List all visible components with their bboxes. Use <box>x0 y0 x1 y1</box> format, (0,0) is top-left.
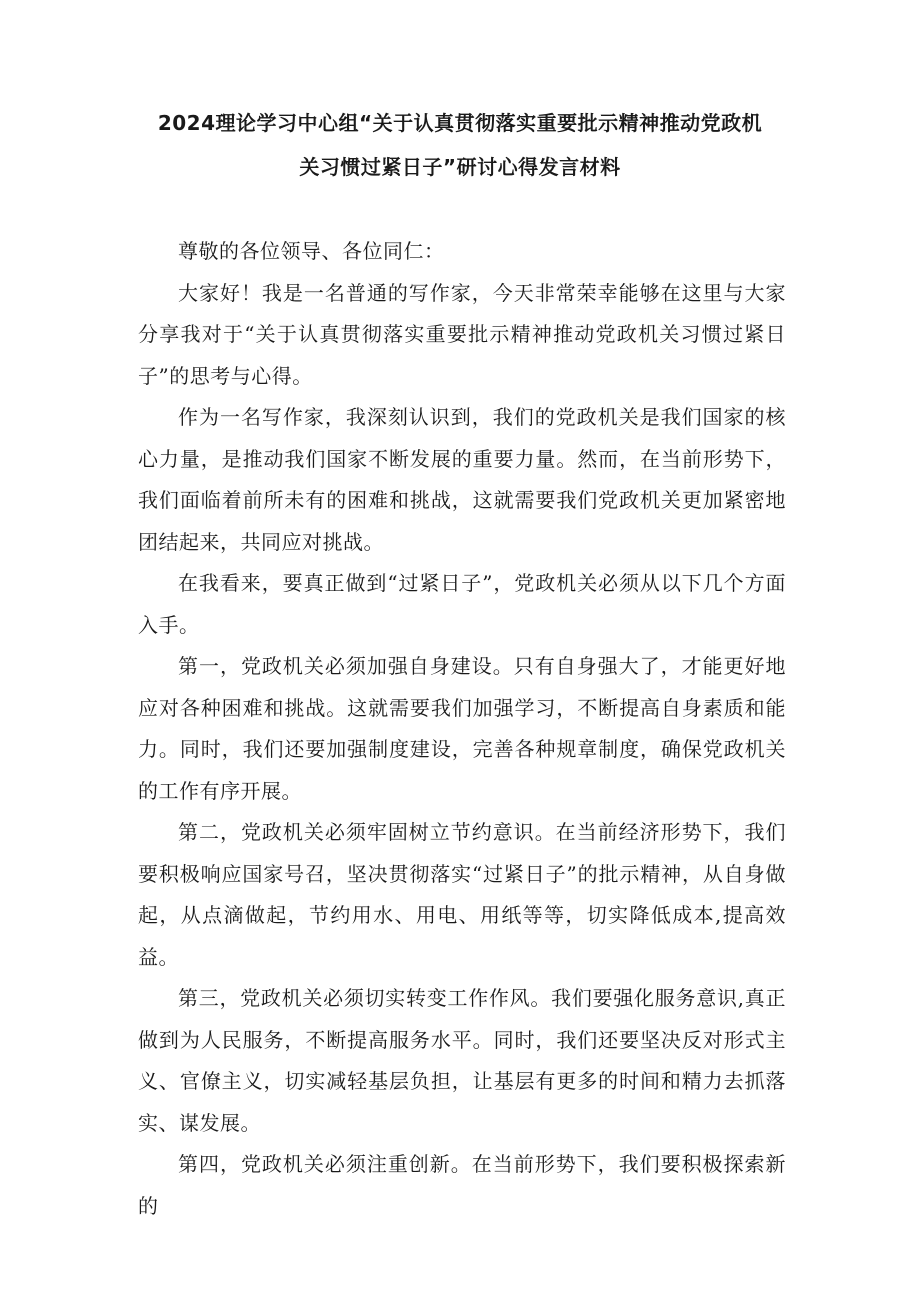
body-paragraph: 第二，党政机关必须牢固树立节约意识。在当前经济形势下，我们要积极响应国家号召，坚决贯彻落实“过紧日子”的批示精神，从自身做起，从点滴做起，节约用水、用电、用纸等等，切实降低成本,提高效益。 <box>138 820 786 969</box>
document-title-line-1: 2024理论学习中心组“关于认真贯彻落实重要批示精神推动党政机 <box>157 111 763 135</box>
body-paragraph: 第三，党政机关必须切实转变工作作风。我们要强化服务意识,真正做到为人民服务，不断提高服务水平。同时，我们还要坚决反对形式主义、官僚主义，切实减轻基层负担，让基层有更多的时间和精力去抓落实、谋发展。 <box>138 986 786 1135</box>
document-body <box>138 231 786 1227</box>
body-paragraph: 第一，党政机关必须加强自身建设。只有自身强大了，才能更好地应对各种困难和挑战。这就需要我们加强学习，不断提高自身素质和能力。同时，我们还要加强制度建设，完善各种规章制度，确保党政机关的工作有序开展。 <box>138 654 786 803</box>
body-paragraph: 作为一名写作家，我深刻认识到，我们的党政机关是我们国家的核心力量，是推动我们国家不断发展的重要力量。然而，在当前形势下，我们面临着前所未有的困难和挑战，这就需要我们党政机关更加紧密地团结起来，共同应对挑战。 <box>138 405 786 554</box>
body-paragraph: 在我看来，要真正做到“过紧日子”，党政机关必须从以下几个方面入手。 <box>138 571 786 637</box>
body-paragraph: 第四，党政机关必须注重创新。在当前形势下，我们要积极探索新的 <box>138 1152 786 1218</box>
document-title-line-2: 关习惯过紧日子”研讨心得发言材料 <box>299 155 621 179</box>
salutation-paragraph: 尊敬的各位领导、各位同仁： <box>178 239 445 263</box>
body-paragraph: 大家好！我是一名普通的写作家，今天非常荣幸能够在这里与大家分享我对于“关于认真贯彻落实重要批示精神推动党政机关习惯过紧日子”的思考与心得。 <box>138 280 786 388</box>
